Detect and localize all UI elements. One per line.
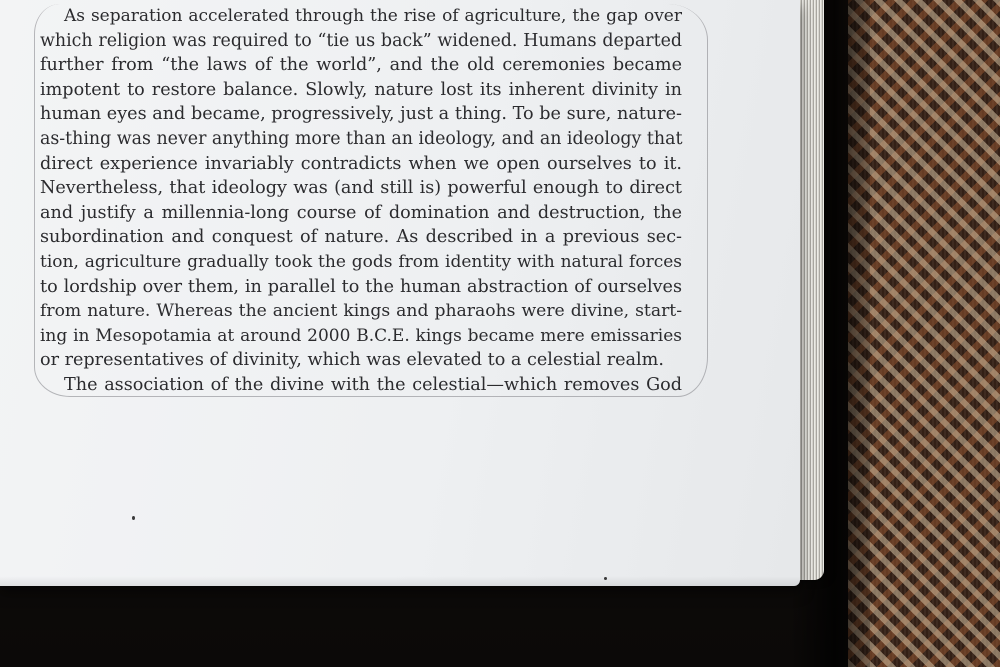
- text-line: As separation accelerated through the rise of agriculture, the gap over: [64, 6, 682, 26]
- text-line: from nature. Whereas the ancient kings and pharaohs were divine, start-: [40, 301, 682, 322]
- page-text: [40, 4, 682, 398]
- text-line: subordination and conquest of nature. As described in a previous sec-: [40, 227, 682, 248]
- text-line: tion, agriculture gradually took the gods from identity with natural forces: [40, 251, 682, 272]
- text-line: direct experience invariably contradicts when we open ourselves to it.: [40, 153, 682, 174]
- text-line: further from “the laws of the world”, and the old ceremonies became: [40, 55, 682, 76]
- woven-placemat: [848, 0, 1000, 667]
- ink-speck: [132, 516, 135, 520]
- text-line: which religion was required to “tie us back” widened. Humans departed: [40, 30, 682, 51]
- next-paragraph-line: The association of the divine with the celestial—which removes God: [64, 374, 682, 395]
- text-line: as-thing was never anything more than an ideology, and an ideology that: [40, 128, 683, 149]
- text-line: human eyes and became, progressively, just a thing. To be sure, nature-: [40, 104, 682, 125]
- text-line: or representatives of divinity, which was elevated to a celestial realm.: [40, 350, 664, 371]
- ink-speck: [604, 577, 607, 580]
- text-line: and justify a millennia-long course of domination and destruction, the: [40, 202, 682, 223]
- text-line: to lordship over them, in parallel to the human abstraction of ourselves: [40, 276, 682, 297]
- text-line: Nevertheless, that ideology was (and still is) powerful enough to direct: [40, 178, 682, 199]
- text-line: ing in Mesopotamia at around 2000 B.C.E. kings became mere emissaries: [40, 325, 682, 346]
- text-line: impotent to restore balance. Slowly, nature lost its inherent divinity in: [40, 79, 682, 100]
